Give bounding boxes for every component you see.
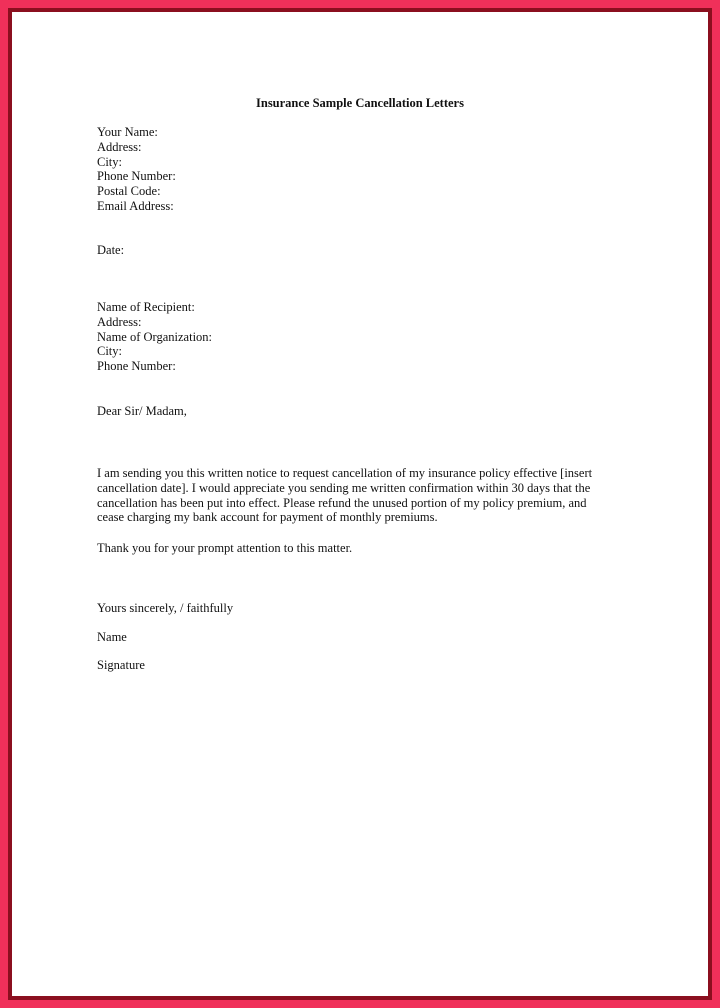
body-line: cancellation date]. I would appreciate you sending me written confirmation within 30 days that the <box>97 480 591 495</box>
sender-name-label: Your Name: <box>97 125 158 139</box>
closing-line <box>97 601 233 616</box>
sender-postal-code-label: Postal Code: <box>97 184 161 199</box>
recipient-address-label: Address: <box>97 314 142 329</box>
sender-city-label: City: <box>97 154 123 169</box>
sender-phone-label: Phone Number: <box>97 169 176 184</box>
name-line <box>97 630 127 645</box>
signature-line <box>97 658 145 673</box>
name-label: Name <box>97 630 127 644</box>
letter-title: Insurance Sample Cancellation Letters <box>256 96 464 110</box>
recipient-fields <box>97 300 212 374</box>
sender-fields <box>97 125 176 214</box>
recipient-city-label: City: <box>97 344 123 359</box>
body-line: cease charging my bank account for payment of monthly premiums. <box>97 510 438 525</box>
salutation: Dear Sir/ Madam, <box>97 404 187 418</box>
recipient-phone-label: Phone Number: <box>97 359 176 374</box>
thanks-line <box>97 541 352 556</box>
date-line <box>97 243 124 258</box>
closing-text: Yours sincerely, / faithfully <box>97 601 234 615</box>
salutation-line <box>97 404 187 419</box>
sender-email-label: Email Address: <box>97 198 174 213</box>
recipient-name-label: Name of Recipient: <box>97 300 195 314</box>
signature-label: Signature <box>97 658 145 672</box>
body-line: I am sending you this written notice to request cancellation of my insurance policy effective [insert <box>97 466 593 480</box>
body-paragraph <box>97 466 592 525</box>
sender-address-label: Address: <box>97 139 142 154</box>
date-label: Date: <box>97 243 125 257</box>
thanks-text: Thank you for your prompt attention to this matter. <box>97 541 353 555</box>
body-line: cancellation has been put into effect. Please refund the unused portion of my policy premium, and <box>97 495 587 510</box>
recipient-organization-label: Name of Organization: <box>97 329 213 344</box>
